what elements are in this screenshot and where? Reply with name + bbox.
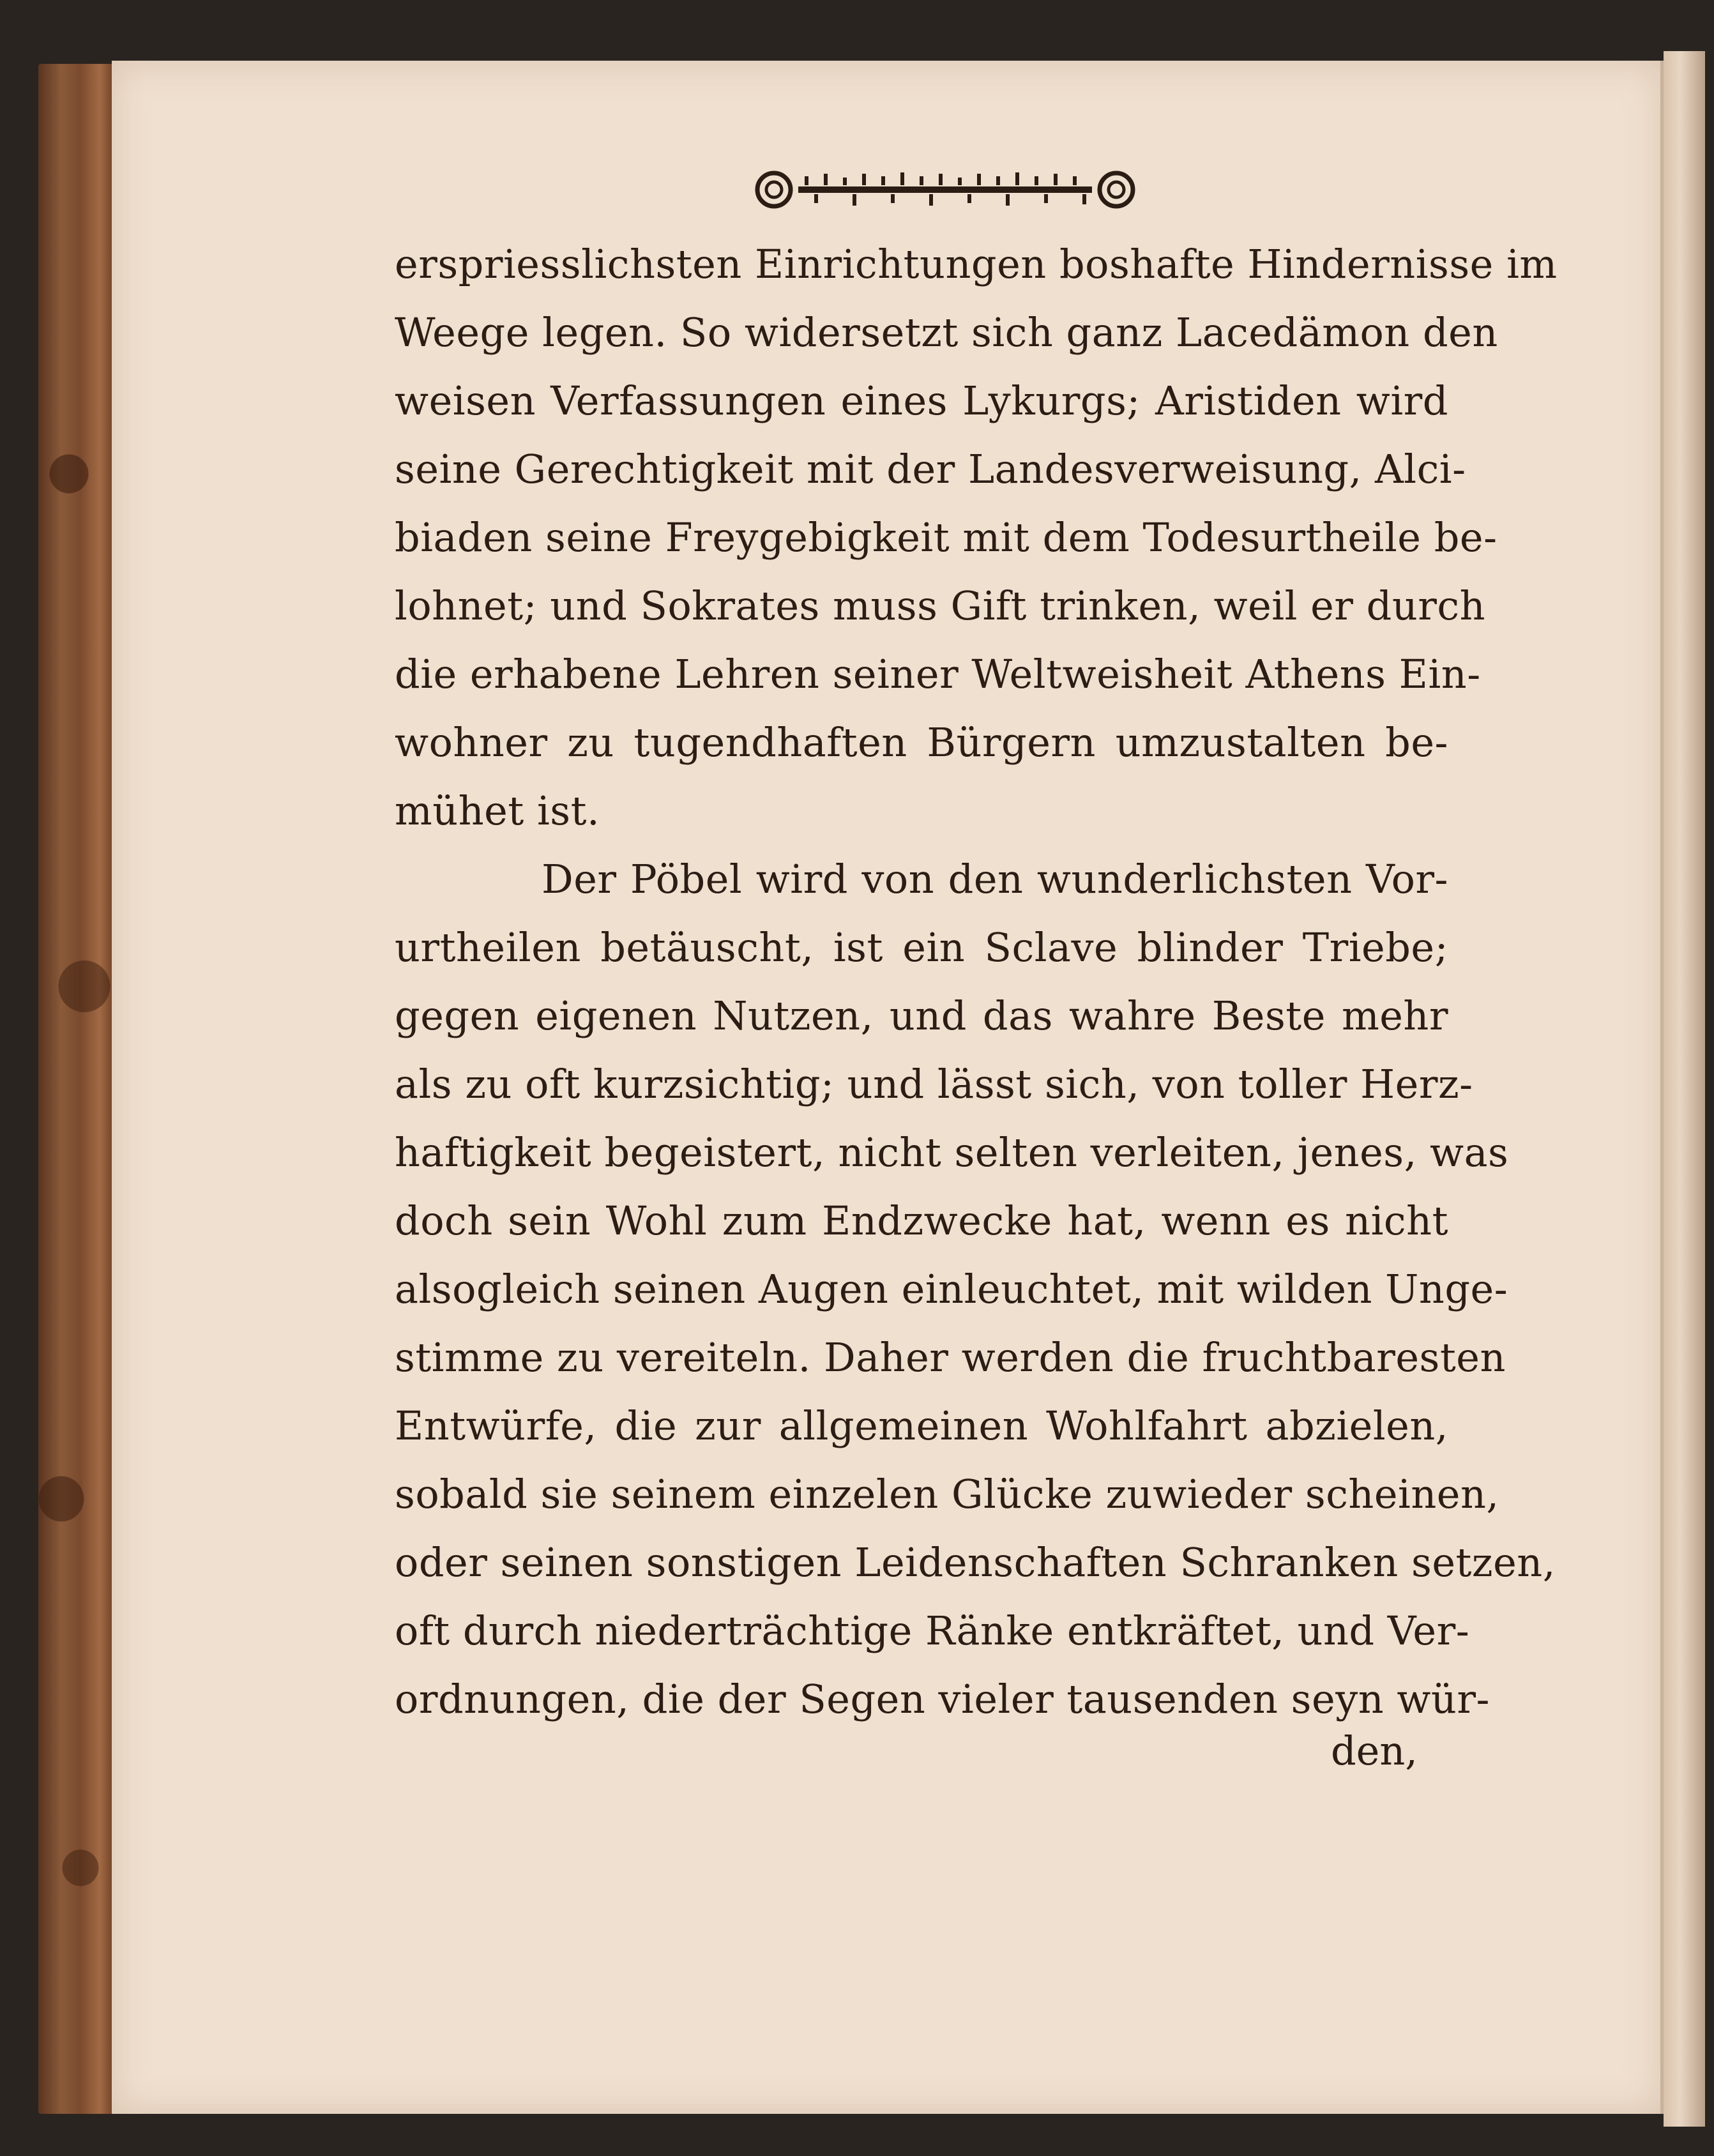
text-line: biaden seine Freygebigkeit mit dem Todesurtheile be- xyxy=(395,514,1498,561)
text-line: stimme zu vereiteln. Daher werden die fruchtbaresten xyxy=(395,1334,1506,1381)
catchword: den, xyxy=(1330,1727,1418,1774)
text-line: mühet ist. xyxy=(395,787,600,834)
text-line: lohnet; und Sokrates muss Gift trinken, weil er durch xyxy=(395,582,1486,629)
text-line: Entwürfe, die zur allgemeinen Wohlfahrt abzielen, xyxy=(395,1402,1448,1449)
text-line: alsogleich seinen Augen einleuchtet, mit wilden Unge- xyxy=(395,1266,1508,1312)
text-line: als zu oft kurzsichtig; und lässt sich, von toller Herz- xyxy=(395,1061,1473,1107)
typographic-ornament-band xyxy=(754,167,1137,212)
text-line: oft durch niederträchtige Ränke entkräftet, und Ver- xyxy=(395,1607,1470,1654)
text-line: Der Pöbel wird von den wunderlichsten Vor- xyxy=(542,856,1448,902)
text-line: oder seinen sonstigen Leidenschaften Schranken setzen, xyxy=(395,1539,1556,1586)
text-line: gegen eigenen Nutzen, und das wahre Beste mehr xyxy=(395,992,1448,1039)
text-line: seine Gerechtigkeit mit der Landesverweisung, Alci- xyxy=(395,446,1466,492)
text-line: haftigkeit begeistert, nicht selten verleiten, jenes, was xyxy=(395,1129,1509,1176)
body-text xyxy=(395,230,1558,1733)
text-line: weisen Verfassungen eines Lykurgs; Aristiden wird xyxy=(395,377,1448,424)
text-line: Weege legen. So widersetzt sich ganz Lacedämon den xyxy=(395,309,1498,356)
text-line: wohner zu tugendhaften Bürgern umzustalten be- xyxy=(395,719,1448,766)
text-line: ordnungen, die der Segen vieler tausenden seyn wür- xyxy=(395,1676,1490,1722)
page-edge xyxy=(1664,51,1705,2127)
text-line: sobald sie seinem einzelen Glücke zuwieder scheinen, xyxy=(395,1471,1499,1517)
text-line: doch sein Wohl zum Endzwecke hat, wenn es nicht xyxy=(395,1197,1448,1244)
text-line: erspriesslichsten Einrichtungen boshafte Hindernisse im xyxy=(395,241,1558,287)
text-line: urtheilen betäuscht, ist ein Sclave blinder Triebe; xyxy=(395,924,1448,971)
book-spine-binding xyxy=(38,64,115,2114)
text-line: die erhabene Lehren seiner Weltweisheit Athens Ein- xyxy=(395,651,1481,697)
